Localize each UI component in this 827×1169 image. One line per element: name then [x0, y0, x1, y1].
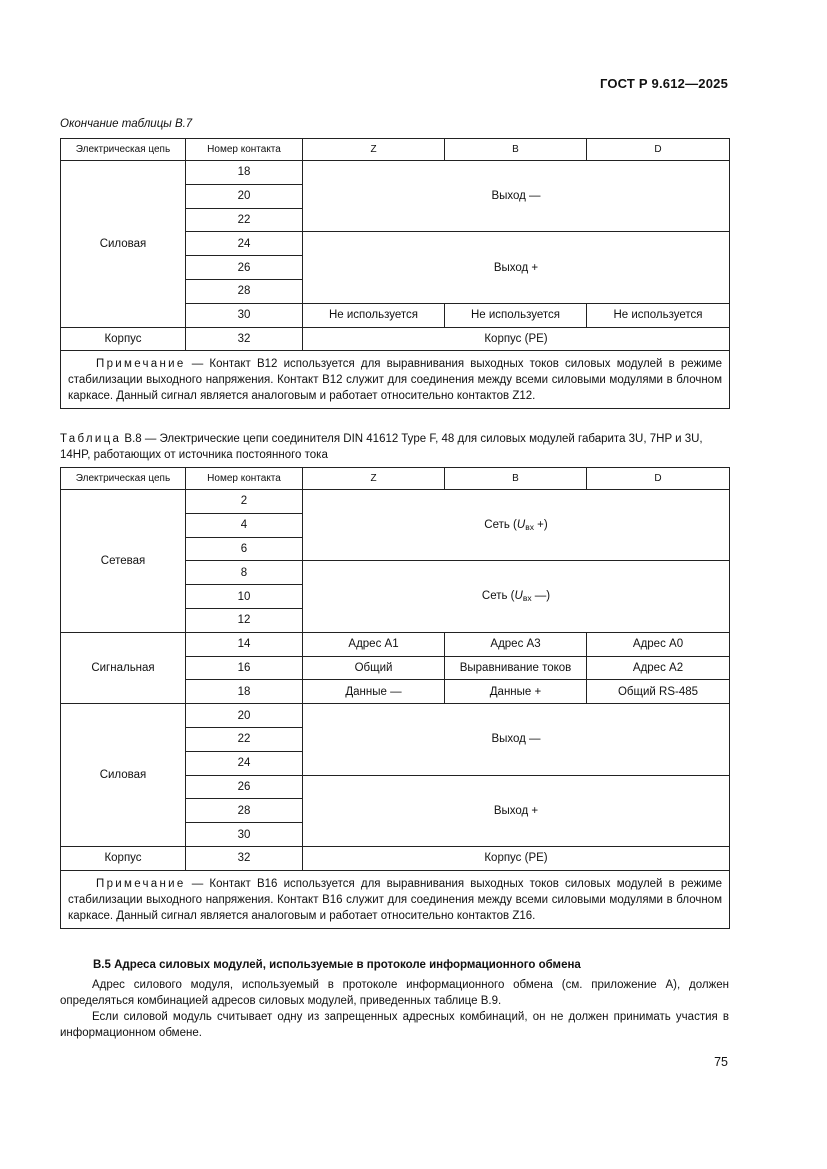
note-row [61, 351, 730, 409]
contact-cell: 30 [186, 303, 303, 327]
contact-cell: 28 [186, 799, 303, 823]
document-id: ГОСТ Р 9.612—2025 [599, 76, 728, 91]
unused-cell: Не используется [445, 303, 587, 327]
paragraph: Если силовой модуль считывает одну из запрещенных адресных комбинаций, он не должен принимать участия в информационном обмене. [60, 1011, 729, 1039]
b-cell: Адрес А3 [445, 632, 587, 656]
b-cell: Выравнивание токов [445, 656, 587, 680]
unused-cell: Не используется [587, 303, 730, 327]
contact-cell: 10 [186, 585, 303, 609]
d-cell: Адрес А0 [587, 632, 730, 656]
d-cell: Адрес А2 [587, 656, 730, 680]
contact-cell: 26 [186, 775, 303, 799]
contact-cell: 4 [186, 513, 303, 537]
header-circuit: Электрическая цепь [61, 468, 186, 490]
header-circuit: Электрическая цепь [61, 139, 186, 161]
contact-cell: 26 [186, 256, 303, 280]
net-text: +) [533, 518, 548, 531]
net-text: Сеть ( [481, 590, 515, 603]
z-cell: Адрес А1 [303, 632, 445, 656]
contact-cell: 32 [186, 846, 303, 870]
group-power: Силовая [61, 704, 186, 847]
header-contact: Номер контакта [186, 139, 303, 161]
contact-cell: 8 [186, 561, 303, 585]
paragraph: Адрес силового модуля, используемый в протоколе информационного обмена (см. приложение А), должен определяться комбинацией адресов силовых модулей, приведенных таблице В.9. [60, 979, 729, 1007]
contact-cell: 24 [186, 232, 303, 256]
group-signal: Сигнальная [61, 632, 186, 703]
table-8-caption [60, 431, 730, 463]
table-8-note [61, 870, 730, 928]
header-b: B [445, 468, 587, 490]
output-minus-cell: Выход — [303, 161, 730, 232]
net-text: Сеть ( [484, 518, 517, 531]
contact-cell: 12 [186, 608, 303, 632]
table-label: Таблица [60, 433, 122, 445]
contact-cell: 6 [186, 537, 303, 561]
contact-cell: 20 [186, 184, 303, 208]
contact-cell: 30 [186, 823, 303, 847]
note-label: Примечание [96, 877, 186, 890]
header-z: Z [303, 468, 445, 490]
table-row [61, 632, 730, 656]
contact-cell: 32 [186, 327, 303, 351]
table-7-note [61, 351, 730, 409]
header-d: D [587, 468, 730, 490]
group-case: Корпус [61, 327, 186, 351]
net-text: —) [531, 590, 551, 603]
group-case: Корпус [61, 846, 186, 870]
contact-cell: 18 [186, 161, 303, 185]
header-z: Z [303, 139, 445, 161]
table-row [61, 846, 730, 870]
note-label: Примечание [96, 358, 186, 371]
voltage-symbol: U [516, 518, 526, 531]
table-row [61, 490, 730, 514]
table-7 [60, 138, 730, 409]
output-plus-cell: Выход + [303, 775, 730, 846]
contact-cell: 22 [186, 208, 303, 232]
contact-cell: 20 [186, 704, 303, 728]
b-cell: Данные + [445, 680, 587, 704]
network-minus-cell [303, 561, 730, 632]
group-network: Сетевая [61, 490, 186, 633]
section-heading: В.5 Адреса силовых модулей, используемые в протоколе информационного обмена [93, 959, 581, 971]
table-header-row [61, 139, 730, 161]
output-minus-cell: Выход — [303, 704, 730, 775]
contact-cell: 22 [186, 727, 303, 751]
header-b: B [445, 139, 587, 161]
voltage-symbol: U [514, 590, 523, 603]
contact-cell: 16 [186, 656, 303, 680]
note-row [61, 870, 730, 928]
table-header-row [61, 468, 730, 490]
contact-cell: 28 [186, 279, 303, 303]
voltage-subscript: вх [522, 593, 532, 604]
table-row [61, 704, 730, 728]
voltage-subscript: вх [525, 521, 534, 532]
table-7-caption: Окончание таблицы В.7 [60, 118, 193, 130]
case-pe-cell: Корпус (PE) [303, 846, 730, 870]
case-pe-cell: Корпус (PE) [303, 327, 730, 351]
page-number: 75 [714, 1055, 728, 1069]
contact-cell: 14 [186, 632, 303, 656]
contact-cell: 18 [186, 680, 303, 704]
header-contact: Номер контакта [186, 468, 303, 490]
z-cell: Данные — [303, 680, 445, 704]
output-plus-cell: Выход + [303, 232, 730, 303]
d-cell: Общий RS-485 [587, 680, 730, 704]
table-row [61, 161, 730, 185]
note-text: — Контакт В16 используется для выравнивания выходных токов силовых модулей в режиме стабилизации выходного напряжения. Контакт В16 служит для соединения между всеми силовыми модулями в блочном каркасе. Данный сигнал является аналоговым и работает относительно контактов Z16. [68, 877, 722, 922]
contact-cell: 2 [186, 490, 303, 514]
table-8-caption-text: В.8 — Электрические цепи соединителя DIN 41612 Type F, 48 для силовых модулей габарита 3U, 7HP и 3U, 14HP, работающих от источника постоянного тока [60, 433, 703, 461]
network-plus-cell [303, 490, 730, 561]
z-cell: Общий [303, 656, 445, 680]
contact-cell: 24 [186, 751, 303, 775]
header-d: D [587, 139, 730, 161]
table-row [61, 327, 730, 351]
unused-cell: Не используется [303, 303, 445, 327]
group-power: Силовая [61, 161, 186, 328]
table-8 [60, 467, 730, 929]
note-text: — Контакт В12 используется для выравнивания выходных токов силовых модулей в режиме стабилизации выходного напряжения. Контакт В12 служит для соединения между всеми силовыми модулями в блочном каркасе. Данный сигнал является аналоговым и работает относительно контактов Z12. [68, 358, 722, 403]
